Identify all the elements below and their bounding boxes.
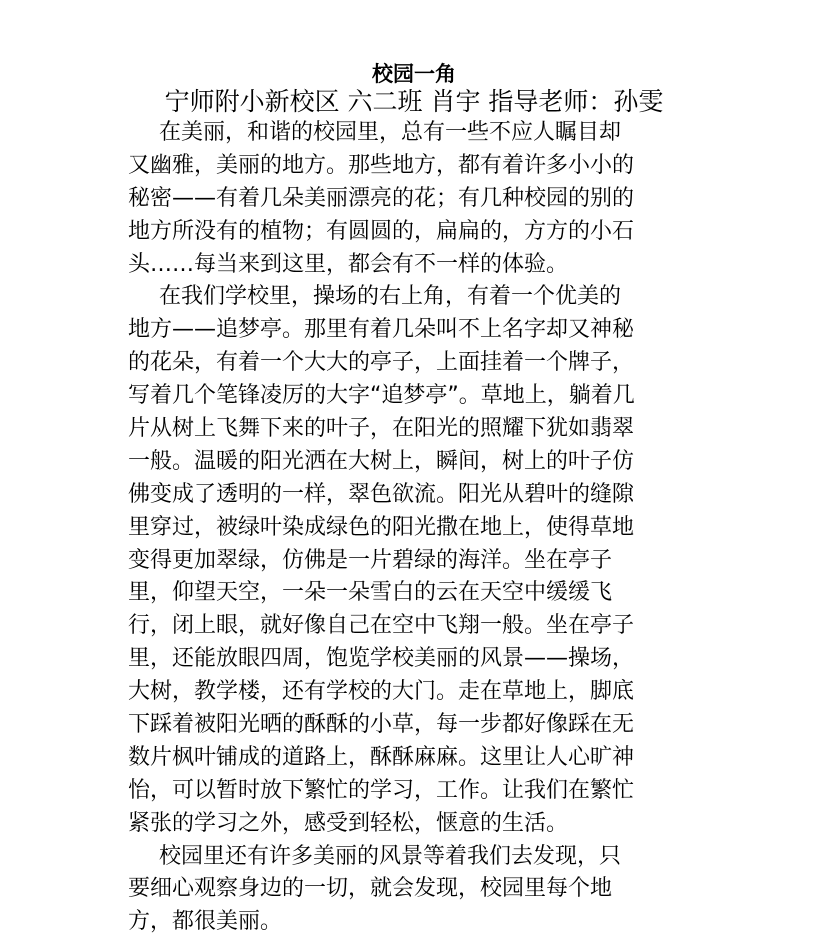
- text-line: 紧张的学习之外，感受到轻松，惬意的生活。: [128, 810, 569, 836]
- text-line: 又幽雅，美丽的地方。那些地方，都有着许多小小的: [128, 152, 635, 178]
- text-line: 头……每当来到这里，都会有不一样的体验。: [128, 251, 569, 277]
- paragraph: [128, 117, 708, 281]
- text-line: 在美丽，和谐的校园里，总有一些不应人瞩目却: [159, 120, 622, 145]
- text-line: 一般。温暖的阳光洒在大树上，瞬间，树上的叶子仿: [128, 448, 635, 474]
- text-line: 数片枫叶铺成的道路上，酥酥麻麻。这里让人心旷神: [128, 744, 635, 770]
- text-line: 变得更加翠绿，仿佛是一片碧绿的海洋。坐在亭子: [128, 547, 613, 573]
- text-line: 要细心观察身边的一切，就会发现，校园里每个地: [128, 876, 613, 902]
- paragraph: [128, 841, 708, 939]
- page-title: 校园一角: [372, 62, 456, 86]
- text-line: 秘密——有着几朵美丽漂亮的花；有几种校园的别的: [128, 185, 635, 211]
- text-line: 大树，教学楼，还有学校的大门。走在草地上，脚底: [128, 679, 635, 705]
- text-line: 里，仰望天空，一朵一朵雪白的云在天空中缓缓飞: [128, 580, 613, 606]
- text-line: 在我们学校里，操场的右上角，有着一个优美的: [159, 284, 622, 310]
- text-line: 校园里还有许多美丽的风景等着我们去发现，只: [159, 843, 622, 869]
- author-byline: 宁师附小新校区 六二班 肖宇 指导老师：孙雯: [164, 87, 664, 116]
- text-line: 下踩着被阳光晒的酥酥的小草，每一步都好像踩在无: [128, 712, 635, 738]
- text-line: 地方——追梦亭。那里有着几朵叫不上名字却又神秘: [128, 317, 635, 343]
- text-line: 地方所没有的植物；有圆圆的，扁扁的，方方的小石: [128, 218, 635, 244]
- text-line: 片从树上飞舞下来的叶子，在阳光的照耀下犹如翡翠: [128, 416, 635, 442]
- text-line: 方，都很美丽。: [128, 909, 283, 935]
- text-line: 怡，可以暂时放下繁忙的学习，工作。让我们在繁忙: [128, 777, 635, 803]
- text-line: 里穿过，被绿叶染成绿色的阳光撒在地上，使得草地: [128, 514, 635, 540]
- text-line: 里，还能放眼四周，饱览学校美丽的风景——操场，: [128, 646, 635, 672]
- paragraph: [128, 281, 708, 840]
- text-line: 行，闭上眼，就好像自己在空中飞翔一般。坐在亭子: [128, 613, 635, 639]
- text-line: 佛变成了透明的一样，翠色欲流。阳光从碧叶的缝隙: [128, 481, 635, 507]
- article-body: [128, 117, 708, 939]
- text-line: 的花朵，有着一个大大的亭子，上面挂着一个牌子，: [128, 350, 635, 376]
- text-line: 写着几个笔锋凌厉的大字“追梦亭”。草地上，躺着几: [128, 383, 635, 409]
